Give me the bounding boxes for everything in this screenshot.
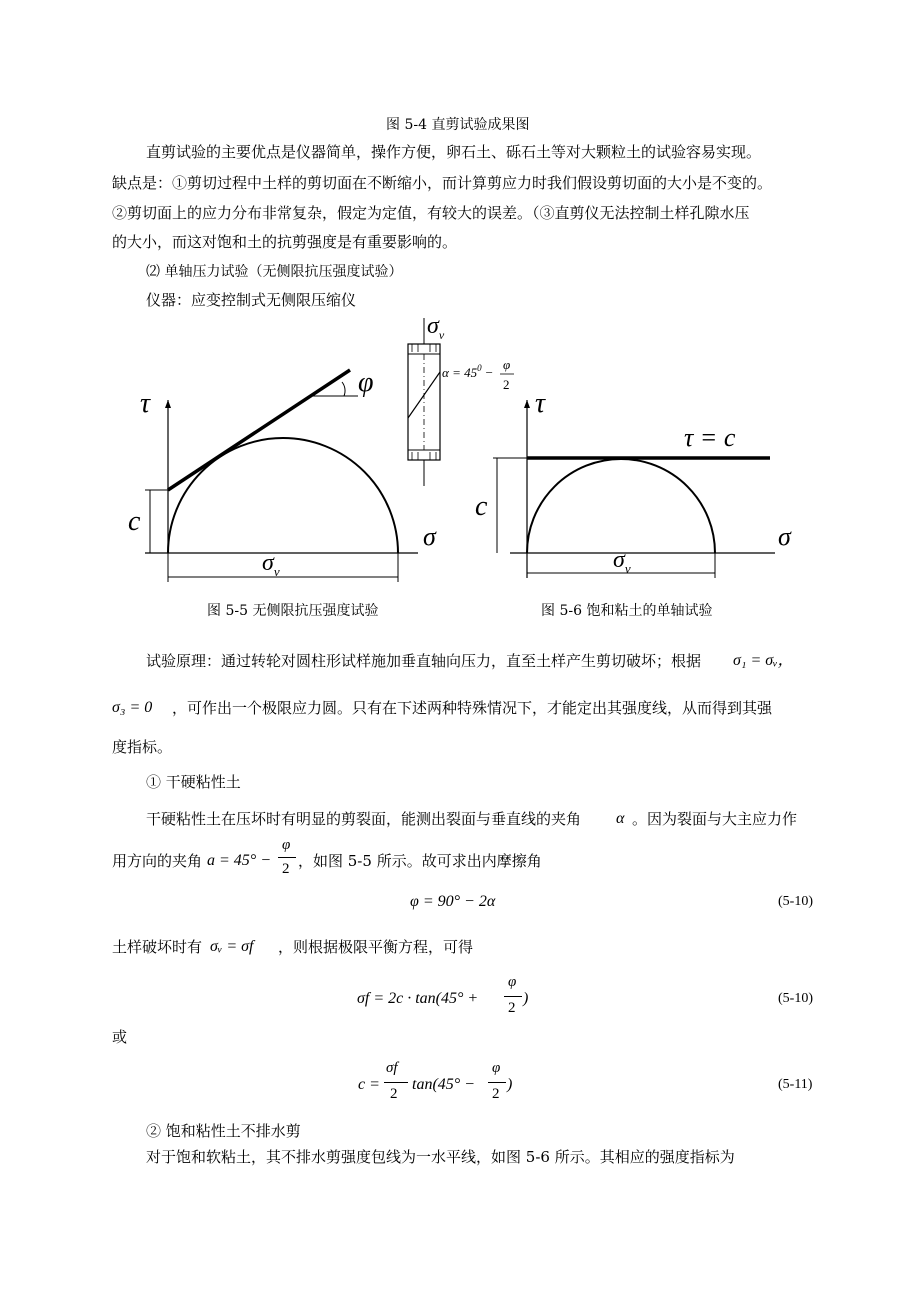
c-label: c	[475, 491, 488, 522]
paragraph-line: 的大小，而这对饱和土的抗剪强度是有重要影响的。	[112, 233, 458, 251]
mohr-circle	[527, 459, 715, 553]
frac-num: φ	[508, 974, 517, 990]
case-2-heading: ② 饱和粘性土不排水剪	[146, 1122, 301, 1140]
apparatus-line: 仪器：应变控制式无侧限压缩仪	[146, 291, 357, 309]
strength-envelope	[168, 370, 350, 490]
case-1-line-1: 干硬粘性土在压坏时有明显的剪裂面，能测出裂面与垂直线的夹角	[146, 810, 582, 828]
or-label: 或	[112, 1028, 128, 1046]
close-paren: )	[523, 990, 529, 1007]
figures-5-5-5-6	[0, 0, 920, 640]
equation-number: (5-10)	[778, 991, 813, 1006]
sigma-v-label: $\sigma_v$	[613, 547, 631, 576]
figure-5-5	[128, 313, 514, 582]
alpha-formula: $\alpha = 45^0$ −	[442, 363, 494, 380]
principle-eq-b: σ₃ = 0	[112, 699, 153, 716]
principle-line-2: ，可作出一个极限应力圆。只有在下述两种特殊情况下，才能定出其强度线，从而得到其强	[172, 699, 773, 717]
paragraph-line: 直剪试验的主要优点是仪器简单，操作方便，卵石土、砾石土等对大颗粒土的试验容易实现。	[146, 143, 762, 161]
case-1-line-1b: 。因为裂面与大主应力作	[632, 810, 798, 828]
frac-den: 2	[492, 1086, 500, 1102]
frac-num: σf	[386, 1060, 398, 1076]
close-paren: )	[507, 1076, 513, 1093]
frac-num: φ	[492, 1060, 501, 1076]
case-2-paragraph: 对于饱和软粘土，其不排水剪强度包线为一水平线，如图 5-6 所示。其相应的强度指标为	[146, 1148, 735, 1166]
equation-number: (5-10)	[778, 894, 813, 909]
c-label: c	[128, 506, 141, 537]
paragraph-line: ②剪切面上的应力分布非常复杂，假定为定值，有较大的误差。（③直剪仪无法控制土样孔隙水压	[112, 204, 750, 222]
paragraph-line: 缺点是：①剪切过程中土样的剪切面在不断缩小，而计算剪应力时我们假设剪切面的大小是不变的。	[112, 174, 773, 192]
fig-5-6-caption: 图 5-6 饱和粘土的单轴试验	[541, 603, 713, 619]
sigma-v-label: $\sigma_v$	[262, 550, 280, 579]
principle-eq-a: σ₁ = σᵥ，	[733, 652, 794, 669]
sigma-label: σ	[778, 522, 791, 551]
principle-line-3: 度指标。	[112, 738, 173, 756]
section-heading: ⑵ 单轴压力试验（无侧限抗压强度试验）	[146, 264, 403, 280]
alpha-symbol: α	[616, 810, 625, 827]
phi-label: φ	[358, 367, 374, 398]
case-1-line-2a: 用方向的夹角	[112, 852, 203, 870]
frac-den: 2	[390, 1086, 398, 1102]
frac-den: 2	[508, 1000, 516, 1016]
failure-line-b: ，则根据极限平衡方程，可得	[278, 938, 474, 956]
mohr-circle	[168, 438, 398, 553]
equation-phi: φ = 90° − 2α	[410, 893, 496, 910]
sigma-v-top-label: $\sigma_v$	[427, 313, 445, 342]
failure-line-a: 土样破坏时有	[112, 938, 203, 956]
frac-num: φ	[282, 837, 291, 853]
equation-c: c =	[358, 1076, 380, 1093]
specimen-sketch	[408, 313, 514, 486]
alpha-formula-num: φ	[503, 357, 511, 372]
failure-eq: σᵥ = σf	[210, 938, 254, 955]
principle-line-1: 试验原理：通过转轮对圆柱形试样施加垂直轴向压力，直至土样产生剪切破坏；根据	[146, 652, 702, 670]
case-1-heading: ① 干硬粘性土	[146, 773, 241, 791]
equation-number: (5-11)	[778, 1077, 813, 1092]
tau-label: τ	[535, 388, 546, 419]
case-1-line-2-eq: a = 45° −	[207, 852, 271, 869]
sigma-label: σ	[423, 522, 436, 551]
equation-tan: tan(45° −	[412, 1076, 475, 1093]
case-1-line-2b: ，如图 5-5 所示。故可求出内摩擦角	[298, 852, 542, 870]
figure-5-6	[475, 388, 792, 578]
equation-sigma-f: σf = 2c · tan(45° +	[357, 990, 479, 1007]
tau-label: τ	[140, 388, 151, 419]
alpha-formula-den: 2	[503, 377, 510, 392]
fig-5-5-caption: 图 5-5 无侧限抗压强度试验	[207, 603, 379, 619]
fig-5-4-caption: 图 5-4 直剪试验成果图	[386, 117, 530, 133]
tau-eq-c-label: τ = c	[684, 423, 736, 452]
frac-den: 2	[282, 861, 290, 877]
phi-arc	[342, 382, 345, 396]
